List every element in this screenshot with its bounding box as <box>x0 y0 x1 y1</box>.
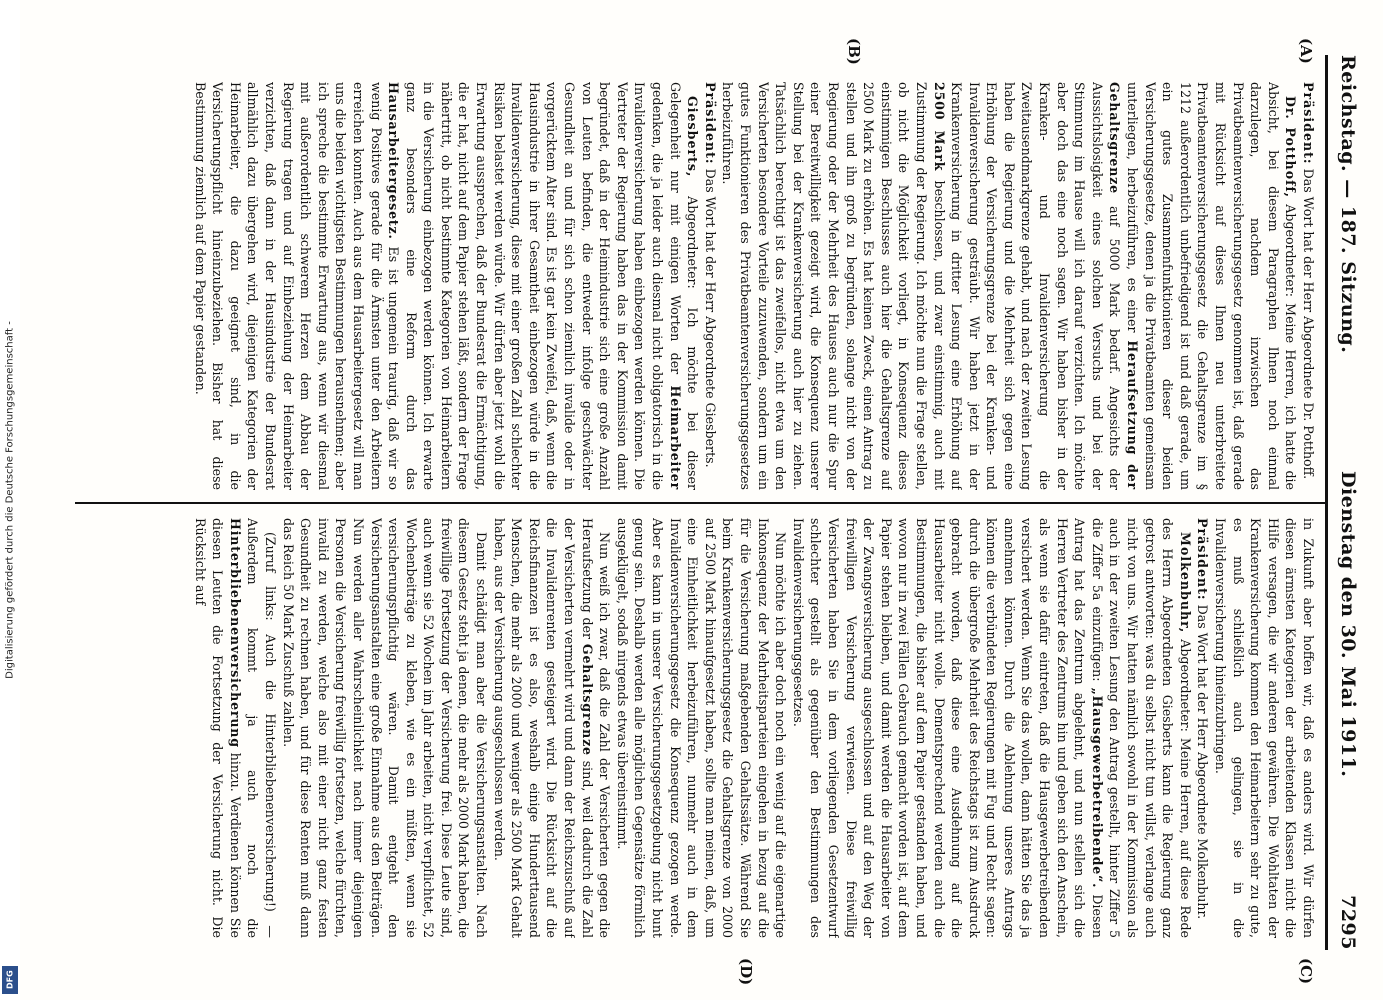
margin-mark-a: (A) <box>1297 38 1315 64</box>
side-strip <box>0 0 20 1000</box>
paragraph-text: Abgeordneter: Meine Herren, auf diese Rede des Herrn Abgeordneten Giesberts kann die Regierung ganz getrost antworten: was du selbst nicht tun willst, verlange auch nicht von uns. Wir hatten nämlich sowohl in der Kommission als auch in der zweiten Lesung den Antrag gestellt, hinter Ziffer 5 die Ziffer 5a einzufügen: <box>1089 518 1193 938</box>
paragraph-text: Abgeordneter: Meine Herren, ich hatte die Absicht, bei diesem Paragraphen Ihnen noch einmal darzulegen, nachdem inzwischen das Privatbeamtenversicherungsgesetz genommen ist, daß gerade mit Rücksicht auf dieses Ihnen neu unterbreitete Privatbeamtenversicherungsgesetz die Gehaltsgrenze im § 1212 außerordentlich unbefriedigend ist und daß gerade, um ein gutes Zusammenfunktionieren dieser beiden Versicherungsgesetze, denen ja die Privatbeamten gemeinsam unterliegen, herbeizuführen, es einer <box>1125 82 1299 490</box>
paragraph-text: (Zuruf links: Auch die Hinterbliebenenversicherung!) — Außerdem kommt ja auch noch die <box>245 518 278 938</box>
speaker-name: Dr. Potthoff, <box>1283 96 1299 199</box>
paragraph <box>701 82 719 490</box>
paragraph-text: Das Wort hat der Herr Abgeordnete Giesberts. <box>702 164 718 468</box>
paragraph-text: in Zukunft aber hoffen wir, daß es anders wird. Wir dürfen diesen ärmsten Kategorien der arbeitenden Klassen nicht die Hilfe versagen, die wir anderen gewähren. Die Wohltaten der Krankenversicherung kommen den Heimarbeitern sehr zu gute, es muß schließlich auch gelingen, sie in die Invalidenversicherung hineinzubringen. <box>1213 518 1316 938</box>
right-column <box>78 518 1317 938</box>
emphasis: Hausarbeitergesetz. <box>386 82 402 240</box>
paragraph-text: hinzu. Verdienen können Sie diesen Leuten die Fortsetzung der Versicherung nicht. Die Rücksicht auf <box>192 518 243 938</box>
paragraph-text: Das Wort hat der Herr Abgeordnete Dr. Potthoff. <box>1301 164 1316 480</box>
margin-mark-b: (B) <box>845 38 863 65</box>
paragraph <box>1194 518 1212 938</box>
paragraph <box>613 518 789 938</box>
speaker-name: Präsident: <box>1195 518 1211 601</box>
scanned-page <box>20 0 1383 1000</box>
speaker-name: Präsident: <box>1301 82 1316 165</box>
paragraph-text: Es ist ungemein traurig, daß wir so wenig Positives gerade für die Ärmsten unter den Arbeitern erreichen konnten. Auch aus dem Hausarbeitergesetz will man uns die beiden wichtigsten Bestimmungen herausnehmen; aber ich spreche die bestimmte Erwartung aus, wenn wir diesmal mit außerordentlich schwerem Herzen dem Abbau der Regierung tragen und auf Einbeziehung der Heimarbeiter verzichten, daß dann in der Hausindustrie der Bundesrat allmählich dazu übergehen wird, diejenigen Kategorien der Heimarbeiter, die dazu geeignet sind, in die Versicherungspflicht hineinzubeziehen. Bisher hat diese Bestimmung ziemlich auf dem Papier gestanden. <box>192 82 402 490</box>
emphasis: Gehaltsgrenze <box>579 643 595 756</box>
emphasis: Heraufsetzung der Gehaltsgrenze <box>1107 82 1141 490</box>
paragraph-text: Nun möchte ich aber doch noch ein wenig auf die eigenartige Inkonsequenz der Mehrheitsparteien eingehen in bezug auf die für die Versicherung maßgebenden Gehaltssätze. Während Sie beim Krankenversicherungsgesetz die Gehaltsgrenze von 2000 auf 2500 Mark hinaufgesetzt haben, sollte man meinen, daß, um eine Einheitlichkeit herbeizuführen, nunmehr auch in dem Invalidenversicherungsgesetz die Konsequenz gezogen werde. Aber es kann in unserer Versicherungsgesetzgebung nicht bunt genug sein. Deshalb werden alle möglichen Gegensätze förmlich ausgeklügelt, sodaß nirgends etwas übereinstimmt. <box>614 518 789 938</box>
digitization-note: Digitalisierung gefördert durch die Deutsche Forschungsgemeinschaft - <box>4 321 16 679</box>
speaker-name: Präsident: <box>702 82 718 165</box>
paragraph <box>191 82 701 490</box>
speaker-name: Giesberts, <box>685 96 701 178</box>
paragraph <box>1299 82 1317 490</box>
margin-mark-d: (D) <box>737 958 755 986</box>
paragraph-text: gedenken, die ja leider auch diesmal nicht obligatorisch in die Invalidenversicherung haben einbezogen werden können. Die Vertreter der Regierung haben das in der Kommission damit begründet, daß in der Heimindustrie sich eine große Anzahl von Leuten befinden, die entweder infolge geschwächter Gesundheit an und für sich schon ziemlich invalide oder in vorgerücktem Alter sind. Es ist gar kein Zweifel, daß, wenn die Hausindustrie in ihrer Gesamtheit einbezogen würde in die Invalidenversicherung, diese mit einer großen Zahl schlechter Risiken belastet werden würde. Wir dürfen aber jetzt wohl die Erwartung aussprechen, daß der Bundesrat die Ermächtigung, die er hat, nicht auf dem Papier stehen läßt, sondern der Frage nähertritt, ob nicht bestimmte Kategorien von Heimarbeitern in die Versicherung einbezogen werden können. Ich erwarte ganz besonders eine Reform durch das <box>403 82 666 490</box>
paragraph-text: Das Wort hat der Herr Abgeordnete Molkenbuhr. <box>1195 600 1211 920</box>
paragraph-text: beschlossen, und zwar einstimmig, auch mit Zustimmung der Regierung. Ich möchte nun die Frage stellen, ob nicht die Möglichkeit vorliegt, in Konsequenz dieses einstimmigen Beschlusses auch hier die Gehaltsgrenze auf 2500 Mark zu erhöhen. Es hat keinen Zweck, einen Antrag zu stellen und ihn groß zu begründen, solange nicht von der Regierung oder der Mehrheit des Hauses auch nur die Spur einer Bereitwilligkeit gezeigt wird, die Konsequenz unserer Stellung bei der Krankenversicherung auch hier zu ziehen. Tatsächlich berechtigt ist das zweifellos, nicht etwa um den Versicherten besondere Vorteile zuzuwenden, sondern um ein gutes Funktionieren des Privatbeamtenversicherungsgesetzes herbeizuführen. <box>720 82 947 490</box>
emphasis: „Hausgewerbetreibende“. <box>1089 687 1105 889</box>
running-header <box>1333 55 1363 950</box>
header-rule <box>1325 55 1328 950</box>
dfg-logo: DFG <box>2 966 18 994</box>
paragraph-text: auf 5000 Mark bedarf. Angesichts der Aussichtslosigkeit eines solchen Versuchs und bei der Stimmung im Hause will ich darauf verzichten. Ich möchte aber doch das eine noch sagen. Wir haben bisher in der Kranken- und Invalidenversicherung die Zweitausendmarkgrenze gehabt, und nach der zweiten Lesung haben die Regierung und die Mehrheit sich gegen eine Erhöhung der Versicherungsgrenze bei der Kranken- und Invalidenversicherung gesträubt. Wir haben jetzt in der Krankenversicherung in dritter Lesung eine Erhöhung auf <box>949 82 1123 490</box>
paragraph-text: Nun weiß ich zwar, daß die Zahl der Versicherten gegen die Heraufsetzung der <box>579 518 613 938</box>
paragraph-text: Damit schädigt man aber die Versicherungsanstalten. Nach diesem Gesetz steht ja denen, die mehr als 2000 Mark haben, die freiwillige Fortsetzung der Versicherung frei. Diese Leute sind, auch wenn sie 52 Wochen im Jahr arbeiten, nicht verpflichtet, 52 Wochenbeiträge zu kleben, wie es ein müßten, wenn sie versicherungspflichtig wären. Damit entgeht den Versicherungsanstalten eine große Einnahme aus den Beiträgen. Nun werden aller Wahrscheinlichkeit nach immer diejenigen Personen die Versicherung freiwillig fortsetzen, welche fürchten, invalid zu werden, welche also mit einer nicht ganz festen Gesundheit zu rechnen haben, und für diese Renten muß dann das Reich 50 Mark Zuschuß zahlen. <box>280 518 490 938</box>
emphasis: Hinterbliebenenversicherung <box>227 518 243 748</box>
scanned-page-viewport <box>20 0 1383 1000</box>
header-center: Dienstag den 30. Mai 1911. <box>1337 471 1359 778</box>
paragraph <box>191 518 279 938</box>
paragraph-text: sind, weil dadurch die Zahl der Versicherten vermehrt wird und dann der Reichszuschuß auf die Invalidenrenten gesteigert wird. Die Rücksicht auf die Reichsfinanzen ist es also, weshalb einige Hunderttausend Menschen, die mehr als 2000 und weniger als 2500 Mark Gehalt haben, aus der Versicherung ausgeschlossen werden. <box>491 518 595 938</box>
paragraph <box>279 518 490 938</box>
speaker-name: Molkenbuhr, <box>1177 532 1193 634</box>
left-column <box>78 82 1317 490</box>
margin-mark-c: (C) <box>1297 958 1315 985</box>
emphasis: 2500 Mark <box>931 82 947 172</box>
paragraph-text: Diesen Antrag hat das Zentrum abgelehnt, und nun stellen sich die Herren Vertreter des Zentrums hin und geben sich den Anschein, als wenn sie dafür eintreten, daß die Hausgewerbetreibenden versichert werden. Wenn Sie das wollen, dann hätten Sie das ja annehmen können. Durch die Ablehnung unseres Antrags können die verbündeten Regierungen mit Fug und Recht sagen: durch die übergroße Mehrheit des Reichstags ist zum Ausdruck gebracht worden, daß diese eine Ausdehnung auf die Hausarbeiter nicht wolle. Dementsprechend werden auch die Bestimmungen, die bisher auf dem Papier gestanden haben, und wovon nur in zwei Fällen Gebrauch gemacht worden ist, auf dem Papier stehen bleiben, und damit werden die Hausarbeiter von der Zwangsversicherung ausgeschlossen und auf den Weg der freiwilligen Versicherung verwiesen. Diese freiwillig Versicherten haben Sie in dem vorliegenden Gesetzentwurf schlechter gestellt als gegenüber den Bestimmungen des Invalidenversicherungsgesetzes. <box>790 518 1105 938</box>
paragraph <box>1211 518 1317 938</box>
paragraph-text: Abgeordneter: Ich möchte bei dieser Gelegenheit nur mit einigen Worten der <box>667 82 701 490</box>
paragraph <box>490 518 613 938</box>
column-divider <box>75 502 1325 504</box>
emphasis: Heimarbeiter <box>667 385 683 490</box>
page-number: 7295 <box>1337 895 1359 950</box>
header-left: Reichstag. — 187. Sitzung. <box>1337 55 1359 354</box>
paragraph <box>719 82 1300 490</box>
paragraph <box>789 518 1194 938</box>
